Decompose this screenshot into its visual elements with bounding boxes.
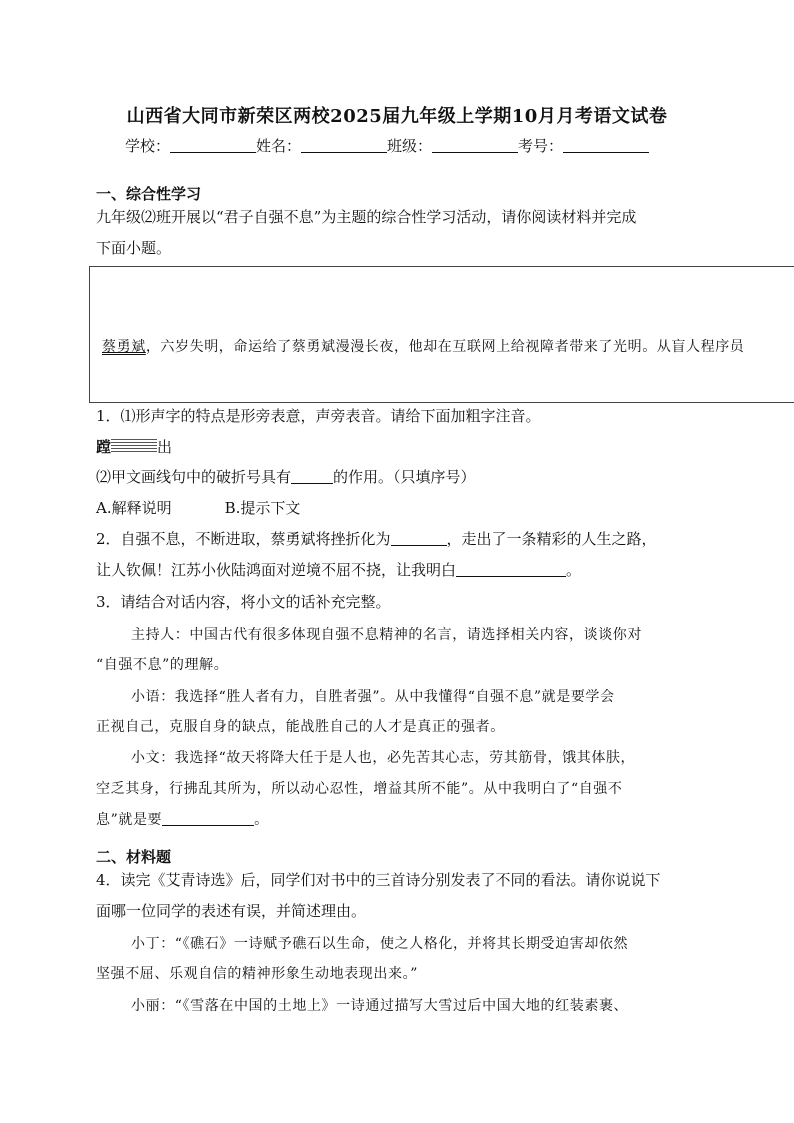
option-b[interactable]: B.提示下文 [224, 499, 301, 517]
question4-line1: 4．读完《艾青诗选》后，同学们对书中的三首诗分别发表了不同的看法。请你说说下 [96, 871, 661, 889]
option-a[interactable]: A.解释说明 [96, 499, 172, 517]
host-line1: 主持人：中国古代有很多体现自强不息精神的名言，请选择相关内容，谈谈你对 [131, 627, 642, 643]
student-info-row [125, 135, 649, 156]
name-blank[interactable] [301, 138, 387, 153]
school-label: 学校： [125, 137, 171, 155]
exam-title: 山西省大同市新荣区两校2025届九年级上学期10月月考语文试卷 [126, 106, 668, 127]
xiaoyu-line2: 正视自己，克服自身的缺点，能战胜自己的人才是真正的强者。 [96, 719, 505, 735]
passage-name: 蔡勇斌 [102, 339, 146, 355]
section1-heading: 一、综合性学习 [96, 185, 202, 203]
bold-character: 蹚 [96, 438, 112, 456]
section1-intro-line1: 九年级⑵班开展以“君子自强不息”为主题的综合性学习活动，请你阅读材料并完成 [96, 208, 637, 226]
question1-part2-text: ⑵甲文画线句中的破折号具有 [96, 468, 292, 486]
dash-function-blank[interactable] [291, 469, 333, 484]
xiaowen-blank[interactable] [162, 811, 254, 826]
xiaowen-line3 [96, 809, 269, 829]
xiaowen-line3-end: 。 [254, 812, 269, 828]
question1-item-after: 出 [157, 438, 173, 456]
reading-passage-text [102, 336, 744, 356]
question2-text1-end: ，走出了一条精彩的人生之路， [446, 530, 657, 548]
xiaoding-line2: 坚强不屈、乐观自信的精神形象生动地表现出来。” [96, 966, 418, 982]
reading-passage-box [89, 266, 794, 403]
host-line2: “自强不息”的理解。 [96, 657, 229, 673]
class-blank[interactable] [432, 138, 518, 153]
xiaowen-line2: 空乏其身，行拂乱其所为，所以动心忍性，增益其所不能”。从中我明白了“自强不 [96, 781, 623, 797]
xiaowen-line3-text: 息”就是要 [96, 812, 163, 828]
xiaowen-line1: 小文：我选择“故天将降大任于是人也，必先苦其心志，劳其筋骨，饿其体肤， [131, 750, 636, 766]
question1-options [96, 497, 300, 518]
xiaoyu-line1: 小语：我选择“胜人者有力，自胜者强”。从中我懂得“自强不息”就是要学会 [131, 689, 615, 705]
xiaoli-line1: 小丽：“《雪落在中国的土地上》一诗通过描写大雪过后中国大地的红装素裹、 [131, 998, 629, 1014]
question2-line1 [96, 528, 657, 549]
question2-text2-end: 。 [566, 561, 582, 579]
question2-text2: 让人钦佩！江苏小伙陆鸿面对逆境不屈不挠，让我明白 [96, 561, 457, 579]
question1-item [96, 436, 172, 457]
passage-rest: ，六岁失明，命运给了蔡勇斌漫漫长夜，他却在互联网上给视障者带来了光明。从盲人程序员 [145, 339, 745, 355]
exam-number-label: 考号： [518, 137, 564, 155]
question3-line: 3．请结合对话内容，将小文的话补充完整。 [96, 593, 391, 611]
question2-blank1[interactable] [391, 531, 447, 546]
question1-part2-end: 的作用。（只填序号） [333, 468, 476, 486]
question1-line: 1．⑴形声字的特点是形旁表意，声旁表音。请给下面加粗字注音。 [96, 407, 541, 425]
section2-heading: 二、材料题 [96, 848, 172, 866]
school-blank[interactable] [170, 138, 256, 153]
question1-part2 [96, 466, 476, 487]
exam-number-blank[interactable] [563, 138, 649, 153]
section1-intro-line2: 下面小题。 [96, 239, 172, 257]
name-label: 姓名： [256, 137, 302, 155]
xiaoding-line1: 小丁：“《礁石》一诗赋予礁石以生命，使之人格化，并将其长期受迫害却依然 [131, 936, 629, 952]
question2-blank2[interactable] [456, 562, 566, 577]
question2-text1: 2．自强不息，不断进取，蔡勇斌将挫折化为 [96, 530, 391, 548]
pinyin-answer-lines[interactable] [111, 439, 157, 453]
class-label: 班级： [387, 137, 433, 155]
question4-line2: 面哪一位同学的表述有误，并简述理由。 [96, 902, 367, 920]
question2-line2 [96, 559, 581, 580]
